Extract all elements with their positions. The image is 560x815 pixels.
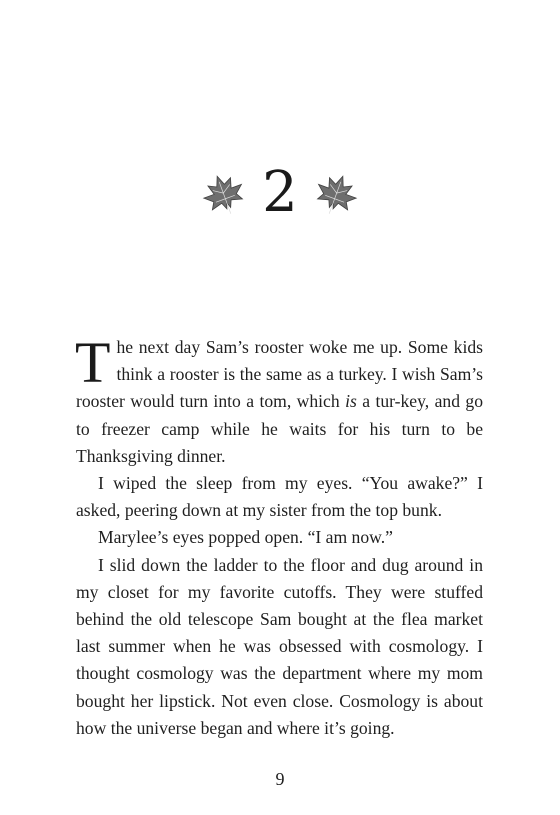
paragraph-3: Marylee’s eyes popped open. “I am now.” xyxy=(98,527,393,548)
body-text xyxy=(75,330,483,742)
paragraph-1-text-a: he next day Sam’s rooster woke me up. Some kids think a rooster is the same as a turkey. I wish Sam’s rooster would turn into a tom, which xyxy=(76,337,483,412)
paragraph-2: I wiped the sleep from my eyes. “You awake?” I asked, peering down at my sister from the top bunk. xyxy=(76,473,483,521)
chapter-number: 2 xyxy=(262,160,298,225)
paragraph-1 xyxy=(75,330,483,470)
paragraph-1-emphasis: is xyxy=(345,391,357,412)
drop-cap: T xyxy=(75,330,111,395)
page-number: 9 xyxy=(275,769,285,789)
maple-leaf-icon xyxy=(196,171,252,219)
chapter-heading xyxy=(0,160,560,230)
paragraph-4: I slid down the ladder to the floor and dug around in my closet for my favorite cutoffs. They were stuffed behind the old telescope Sam bought at the flea market last summer when he was obsessed with cosmology. I thought cosmology was the department where my mom bought her lipstick. Not even close. Cosmology is about how the universe began and where it’s going. xyxy=(76,554,483,738)
maple-leaf-icon xyxy=(308,171,364,219)
paragraph-1-text-b: a tur-key, and go to freezer camp while he waits for his turn to be Thanksgiving dinner. xyxy=(76,391,483,466)
